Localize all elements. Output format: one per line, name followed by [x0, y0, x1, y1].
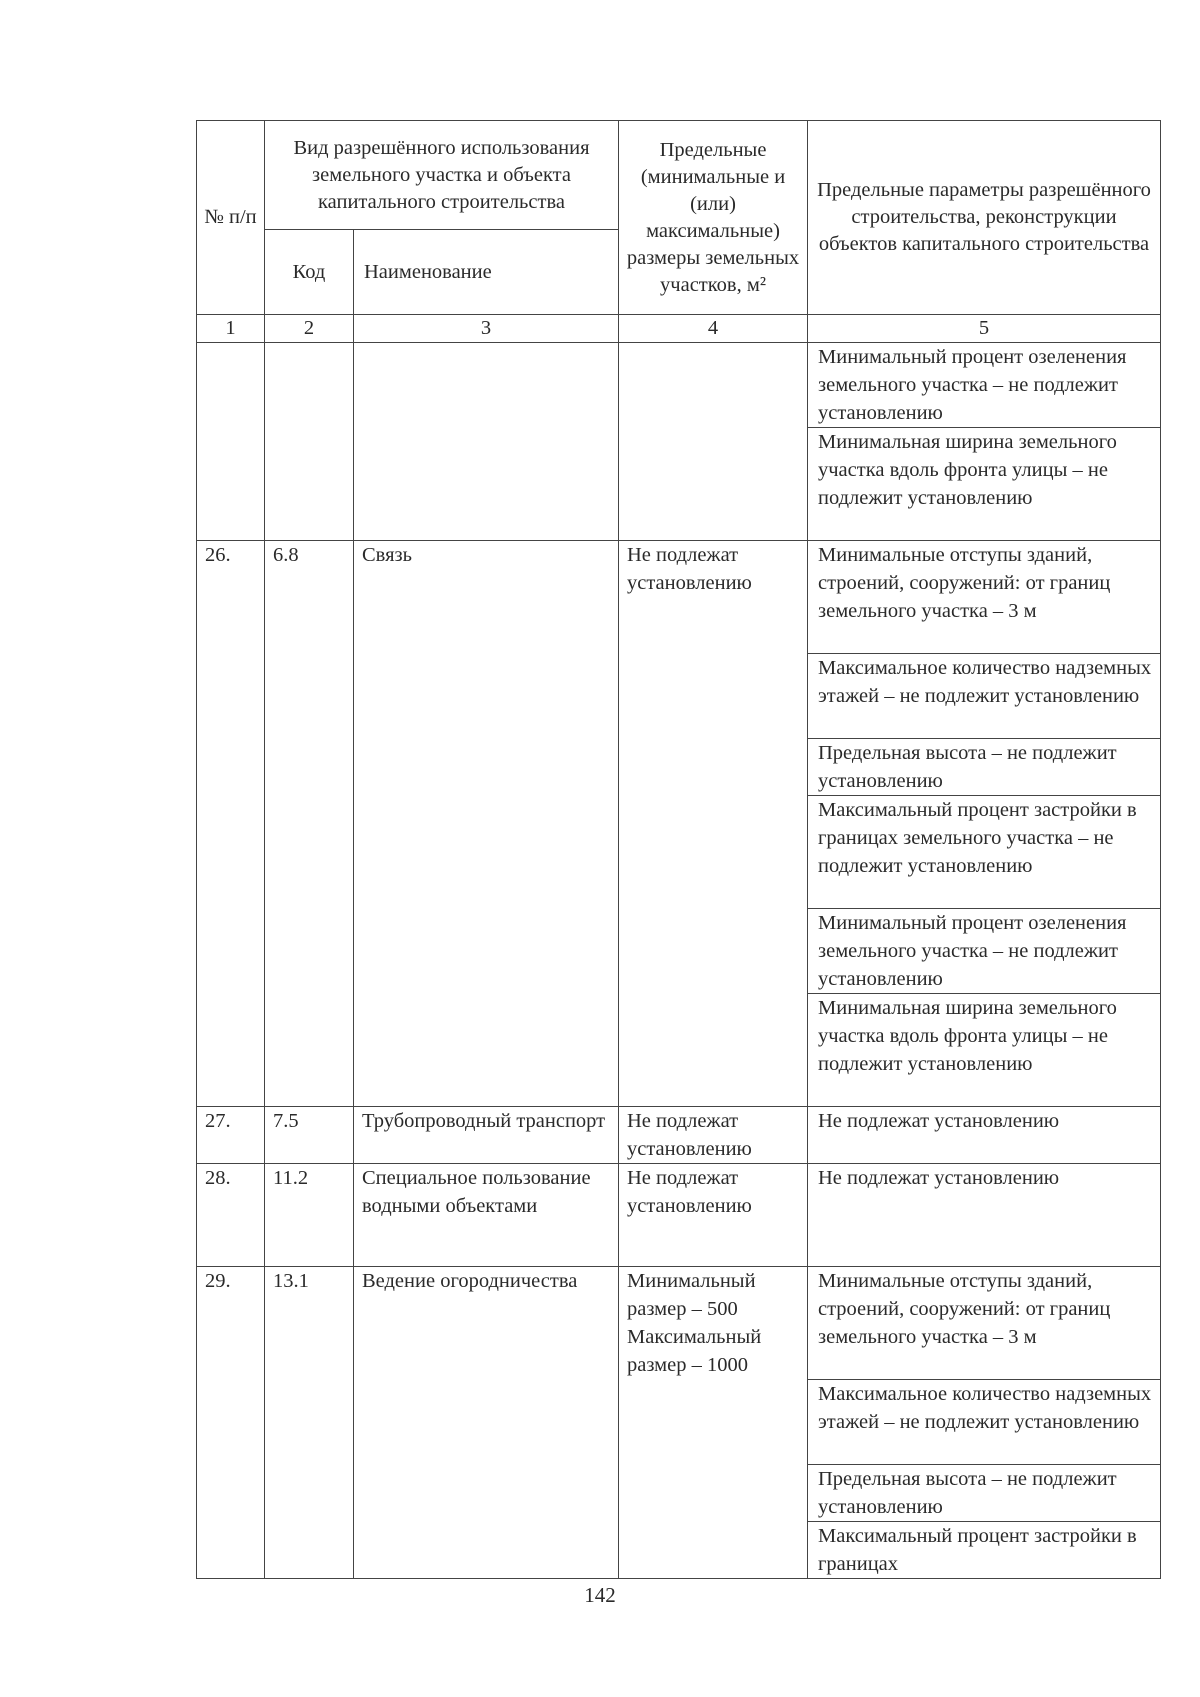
- column-index: 4: [619, 315, 808, 343]
- row-params: [808, 1107, 1161, 1164]
- header-params: Предельные параметры разрешённого строительства, реконструкции объектов капитального строительства: [808, 121, 1161, 315]
- column-index: 1: [197, 315, 265, 343]
- header-name: Наименование: [354, 230, 619, 315]
- row-name: Трубопроводный транспорт: [354, 1107, 619, 1164]
- row-size: Не подлежат установлению: [619, 1164, 808, 1267]
- row-number: 27.: [197, 1107, 265, 1164]
- header-vid: Вид разрешённого использования земельного участка и объекта капитального строительства: [265, 121, 619, 230]
- header-row: [197, 121, 1161, 230]
- column-index: 2: [265, 315, 354, 343]
- row-size: Не подлежат установлению: [619, 1107, 808, 1164]
- table-row: [197, 343, 1161, 541]
- row-code: 11.2: [265, 1164, 354, 1267]
- row-size: Минимальный размер – 500 Максимальный размер – 1000: [619, 1267, 808, 1579]
- table-row: [197, 1164, 1161, 1267]
- param-cell: Минимальный процент озеленения земельного участка – не подлежит установлению: [808, 343, 1160, 428]
- param-cell: Минимальные отступы зданий, строений, сооружений: от границ земельного участка – 3 м: [808, 1267, 1160, 1380]
- param-cell: Максимальное количество надземных этажей – не подлежит установлению: [808, 1380, 1160, 1465]
- param-cell: Минимальный процент озеленения земельного участка – не подлежит установлению: [808, 909, 1160, 994]
- row-number: 28.: [197, 1164, 265, 1267]
- row-number: [197, 343, 265, 541]
- column-index: 3: [354, 315, 619, 343]
- param-cell: Не подлежат установлению: [818, 1167, 1060, 1189]
- header-razmery: Предельные (минимальные и (или) максимальные) размеры земельных участков, м²: [619, 121, 808, 315]
- page-number: 142: [584, 1583, 616, 1607]
- param-cell: Максимальный процент застройки в границах земельного участка – не подлежит установлению: [808, 796, 1160, 909]
- row-code: 6.8: [265, 541, 354, 1107]
- param-cell: Предельная высота – не подлежит установлению: [808, 739, 1160, 796]
- row-size: Не подлежат установлению: [619, 541, 808, 1107]
- table-row: [197, 1107, 1161, 1164]
- row-number: 29.: [197, 1267, 265, 1579]
- param-cell: Максимальный процент застройки в границах: [818, 1525, 1137, 1575]
- table-row: [197, 1267, 1161, 1579]
- row-params: [808, 343, 1161, 541]
- param-cell: Максимальное количество надземных этажей – не подлежит установлению: [808, 654, 1160, 739]
- row-size: [619, 343, 808, 541]
- param-cell: Минимальные отступы зданий, строений, сооружений: от границ земельного участка – 3 м: [808, 541, 1160, 654]
- column-index-row: [197, 315, 1161, 343]
- row-code: 7.5: [265, 1107, 354, 1164]
- row-code: 13.1: [265, 1267, 354, 1579]
- param-cell: Минимальная ширина земельного участка вдоль фронта улицы – не подлежит установлению: [818, 997, 1117, 1075]
- header-kod: Код: [265, 230, 354, 315]
- row-number: 26.: [197, 541, 265, 1107]
- param-cell: Предельная высота – не подлежит установлению: [808, 1465, 1160, 1522]
- row-name: Специальное пользование водными объектами: [354, 1164, 619, 1267]
- row-name: Связь: [354, 541, 619, 1107]
- column-index: 5: [808, 315, 1161, 343]
- param-cell: Не подлежат установлению: [818, 1110, 1060, 1132]
- param-cell: Минимальная ширина земельного участка вдоль фронта улицы – не подлежит установлению: [818, 431, 1117, 509]
- row-params: [808, 541, 1161, 1107]
- row-name: [354, 343, 619, 541]
- row-name: Ведение огородничества: [354, 1267, 619, 1579]
- row-params: [808, 1267, 1161, 1579]
- table-row: [197, 541, 1161, 1107]
- row-code: [265, 343, 354, 541]
- header-num: № п/п: [197, 121, 265, 315]
- land-use-table: [196, 120, 1161, 1579]
- row-params: [808, 1164, 1161, 1267]
